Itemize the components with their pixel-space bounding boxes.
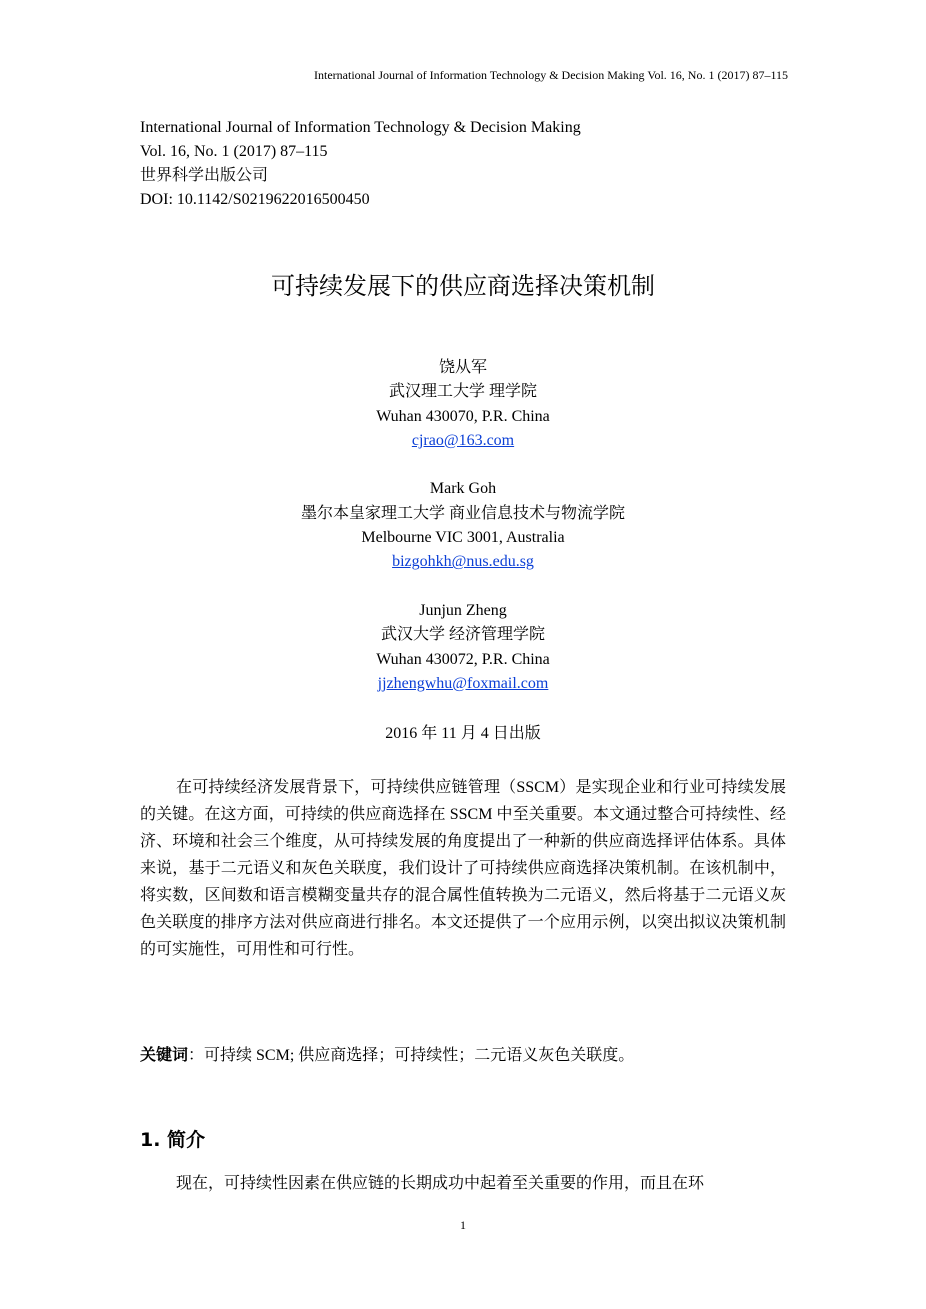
author-name: Junjun Zheng [419,601,507,619]
page-number: 1 [460,1218,466,1232]
author-block [0,599,926,696]
intro-paragraph: 现在，可持续性因素在供应链的长期成功中起着至关重要的作用，而且在环 [176,1175,705,1192]
keywords-text: ：可持续 SCM; 供应商选择；可持续性；二元语义灰色关联度。 [188,1047,635,1064]
publisher: 世界科学出版公司 [140,167,269,184]
running-header: International Journal of Information Technology & Decision Making Vol. 16, No. 1 (2017) 87–115 [314,68,788,82]
author-name: 饶从军 [438,359,487,376]
author-name: Mark Goh [429,480,497,498]
author-affiliation: 武汉大学 经济管理学院 [380,626,545,644]
paper-title: 可持续发展下的供应商选择决策机制 [271,272,655,300]
keywords-label: 关键词 [140,1045,189,1064]
author-email-link[interactable]: bizgohkh@nus.edu.sg [392,553,534,571]
author-affiliation: 墨尔本皇家理工大学 商业信息技术与物流学院 [300,504,625,522]
journal-volume: Vol. 16, No. 1 (2017) 87–115 [140,143,328,160]
author-block [0,477,926,574]
author-address: Wuhan 430070, P.R. China [376,407,550,425]
keywords [140,1042,634,1065]
author-list [0,356,926,720]
journal-meta [140,116,581,212]
publication-date: 2016 年 11 月 4 日出版 [385,725,541,742]
author-email-link[interactable]: jjzhengwhu@foxmail.com [377,674,549,692]
author-address: Melbourne VIC 3001, Australia [361,529,565,547]
author-address: Wuhan 430072, P.R. China [376,650,550,668]
abstract: 在可持续经济发展背景下，可持续供应链管理（SSCM）是实现企业和行业可持续发展的关键。在这方面，可持续的供应商选择在 SSCM 中至关重要。本文通过整合可持续性、经济、环境和社会三个维度，从可持续发展的角度提出了一种新的供应商选择评估体系。具体来说，基于二元语义和灰色关联度，我们设计了可持续供应商选择决策机制。在该机制中，将实数，区间数和语言模糊变量共存的混合属性值转换为二元语义，然后将基于二元语义灰色关联度的排序方法对供应商进行排名。本文还提供了一个应用示例，以突出拟议决策机制的可实施性，可用性和可行性。 [140,779,786,958]
author-email-link[interactable]: cjrao@163.com [411,431,515,449]
journal-name: International Journal of Information Technology & Decision Making [140,119,581,136]
section-heading: 1. 简介 [140,1129,206,1151]
author-affiliation: 武汉理工大学 理学院 [388,383,537,401]
doi: DOI: 10.1142/S0219622016500450 [140,191,370,208]
author-block [0,356,926,453]
